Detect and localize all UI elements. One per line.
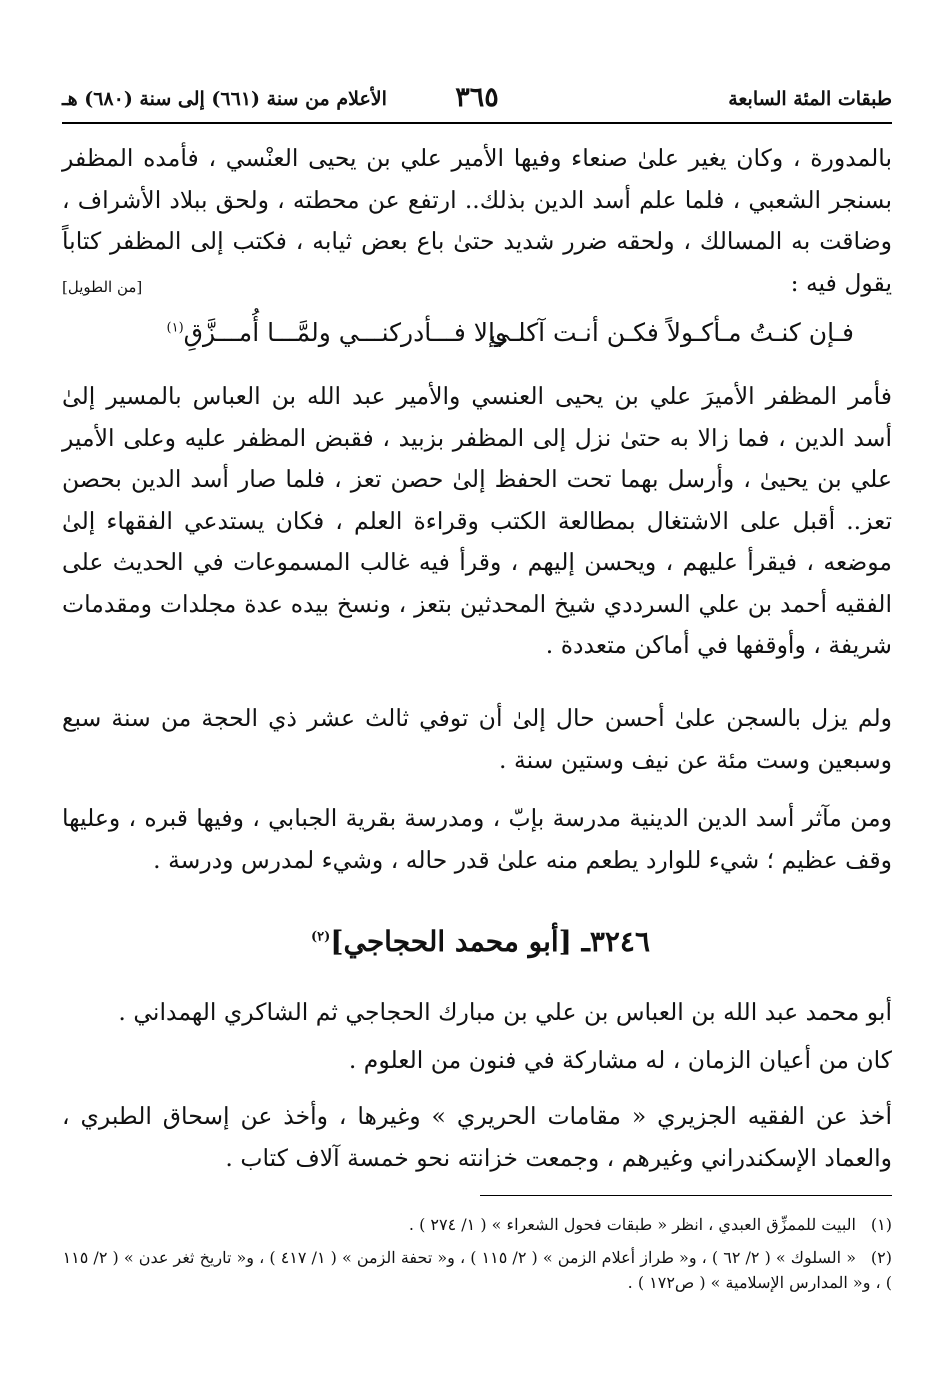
paragraph-6: كان من أعيان الزمان ، له مشاركة في فنون من العلوم . (348, 1046, 892, 1074)
footnote-1 (62, 1212, 892, 1237)
footnote-text: البيت للممزِّق العبدي ، انظر « طبقات فحول الشعراء » ( ١/ ٢٧٤ ) . (408, 1215, 856, 1234)
verse-hemistich-2: وإلا فـــأدركنـــي ولمَّـــا أُمـــزَّقِ$^{(١)}$ (166, 318, 507, 347)
header-section-title: طبقات المئة السابعة (728, 88, 892, 110)
header-rule (62, 122, 892, 124)
poem-verse (62, 318, 892, 364)
verse-hemistich-1: فـإن كنـتُ مـأكـولاً فكـن أنـت آكلـي (489, 318, 854, 347)
paragraph-7: أخذ عن الفقيه الجزيري « مقامات الحريري » وغيرها ، وأخذ عن إسحاق الطبري ، والعماد الإسكندراني وغيرهم ، وجمعت خزانته نحو خمسة آلاف كتاب . (62, 1102, 892, 1172)
page-number: ٣٦٥ (455, 82, 499, 113)
entry-heading: ٣٢٤٦ـ [أبو محمد الحجاجي]$^{(٢)}$ (310, 925, 650, 958)
paragraph-3: ولم يزل بالسجن علىٰ أحسن حال إلىٰ أن توفي ثالث عشر ذي الحجة من سنة سبع وسبعين وست مئة عن نيف وستين سنة . (62, 704, 892, 774)
paragraph-4: ومن مآثر أسد الدين الدينية مدرسة بإبّ ، ومدرسة بقرية الجبابي ، وفيها قبره ، وعليها وقف عظيم ؛ شيء للوارد يطعم منه علىٰ قدر حاله ، وشيء لمدرس ودرسة . (62, 804, 892, 874)
footnote-text: « السلوك » ( ٢/ ٦٢ ) ، و« طراز أعلام الزمن » ( ٢/ ١١٥ ) ، و« تحفة الزمن » ( ١/ ٤١٧ ) ، و« تاريخ ثغر عدن » ( ٢/ ١١٥ ) ، و« المدارس الإسلامية » ( ص١٧٢ ) . (62, 1248, 892, 1292)
footnote-number: (٢) (870, 1248, 892, 1267)
paragraph-1: بالمدورة ، وكان يغير علىٰ صنعاء وفيها الأمير علي بن يحيى العنْسي ، فأمده المظفر بسنجر الشعبي ، فلما علم أسد الدين بذلك.. ارتفع عن محطته ، ولحق ببلاد الأشراف ، وضاقت به المسالك ، ولحقه ضرر شديد حتىٰ باع بعض ثيابه ، فكتب إلى المظفر كتاباً يقول فيه : (62, 144, 892, 297)
footnote-ref-2: (٢) (310, 929, 331, 945)
meter-label: [من الطويل] (62, 278, 143, 296)
paragraph-5: أبو محمد عبد الله بن العباس بن علي بن مبارك الحجاجي ثم الشاكري الهمداني . (118, 998, 892, 1026)
footnote-2 (62, 1245, 892, 1295)
running-header (62, 82, 892, 116)
footnote-number: (١) (870, 1215, 892, 1234)
footnote-rule (480, 1195, 892, 1196)
paragraph-2: فأمر المظفر الأميرَ علي بن يحيى العنسي والأمير عبد الله بن العباس بالمسير إلىٰ أسد الدين ، فما زالا به حتىٰ نزل إلى المظفر بزبيد ، فقبض المظفر عليه وعلى الأمير علي بن يحيىٰ ، وأرسل بهما تحت الحفظ إلىٰ حصن تعز ، فلما صار أسد الدين بحصن تعز.. أقبل على الاشتغال بمطالعة الكتب وقراءة العلم ، فكان يستدعي الفقهاء إلىٰ موضعه ، فيقرأ عليهم ، ويحسن إليهم ، وقرأ فيه غالب المسموعات في الحديث على الفقيه أحمد بن علي السرددي شيخ المحدثين بتعز ، ونسخ بيده عدة مجلدات ومقدمات شريفة ، وأوقفها في أماكن متعددة . (62, 382, 892, 659)
header-year-range: الأعلام من سنة (٦٦١) إلى سنة (٦٨٠) هـ (62, 88, 387, 110)
footnote-ref-1: (١) (166, 320, 184, 336)
